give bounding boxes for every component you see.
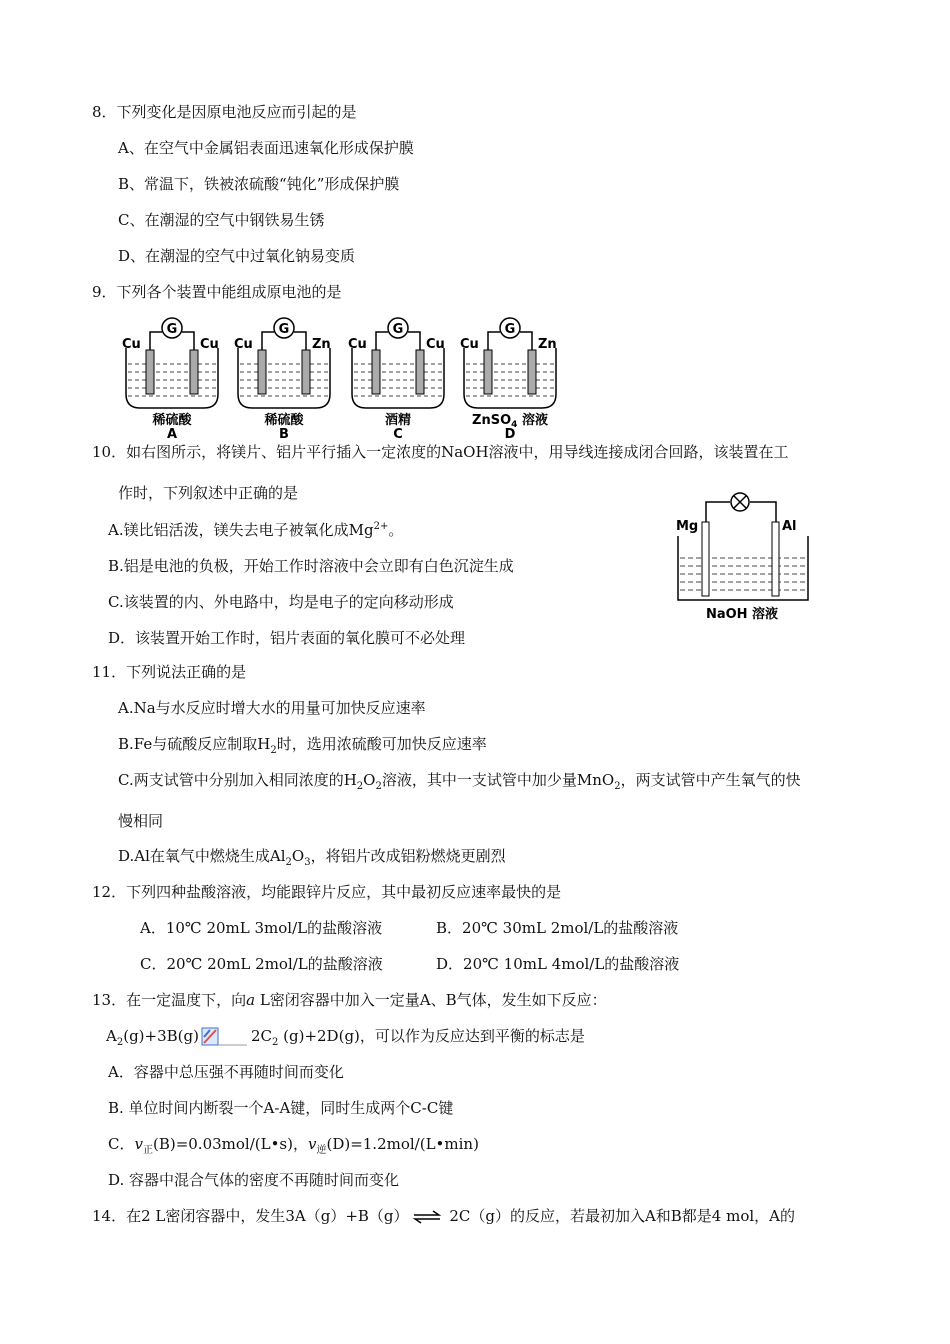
q10-option-b: B.铝是电池的负极，开始工作时溶液中会立即有白色沉淀生成 [108,557,514,575]
electrode-left: Cu [348,337,367,352]
electrode-right: Cu [426,337,445,352]
device-d [456,314,568,442]
q11-option-a: A.Na与水反应时增大水的用量可加快反应速率 [118,699,426,717]
device-c [344,314,452,442]
meter-label: G [504,322,516,337]
solution-label: ZnSO$_4$ 溶液 [472,413,548,430]
q11-option-d: D.Al在氧气中燃烧生成$Al_2O_3$，将铝片改成铝粉燃烧更剧烈 [118,847,506,868]
q8-option-a: A、在空气中金属铝表面迅速氧化形成保护膜 [118,139,414,157]
q13-equation: $A_2(g)+3B(g)$ $2C_2$ (g)+2D(g)，可以作为反应达到平衡的标志是 [106,1027,585,1048]
device-b [230,314,338,442]
q9-stem: 9．下列各个装置中能组成原电池的是 [92,283,342,301]
q12-option-c: C．20℃ 20mL 2mol/L的盐酸溶液 [140,955,383,973]
q10-option-d: D．该装置开始工作时，铝片表面的氧化膜可不必处理 [108,629,466,647]
solution-label: 稀硫酸 [264,413,304,428]
q8-option-c: C、在潮湿的空气中钢铁易生锈 [118,211,325,229]
q10-option-c: C.该装置的内、外电路中，均是电子的定向移动形成 [108,593,454,611]
q12-option-a: A．10℃ 20mL 3mol/L的盐酸溶液 [140,919,383,937]
q11-option-c-line2: 慢相同 [118,812,164,830]
q11-option-b: B.Fe与硫酸反应制取$H_2$时，选用浓硫酸可加快反应速率 [118,735,487,756]
q13-option-a: A．容器中总压强不再随时间而变化 [108,1063,344,1081]
q10-stem-line1: 10．如右图所示，将镁片、铝片平行插入一定浓度的NaOH溶液中，用导线连接成闭合回路，该装置在工 [92,443,789,461]
q10-option-a: A.镁比铝活泼，镁失去电子被氧化成$Mg^{2+}$。 [108,521,404,539]
reversible-arrow-placeholder-icon [201,1027,249,1047]
q8-option-b: B、常温下，铁被浓硫酸“钝化”形成保护膜 [118,175,400,193]
q13-option-c: C．$v_正(B)=0.03mol/(L•s)$，$v_逆(D)=1.2mol/(L•\min)$ [108,1135,479,1156]
device-a [118,314,226,442]
device-label: B [279,427,289,442]
solution-label: 酒精 [384,413,412,428]
q13-option-b: B. 单位时间内断裂一个A-A键，同时生成两个C-C键 [108,1099,454,1117]
q10-mg-al-cell-figure [668,492,818,624]
q8-stem: 8．下列变化是因原电池反应而引起的是 [92,103,357,121]
device-label: A [166,427,178,442]
electrode-left: Cu [234,337,253,352]
electrode-left: Cu [460,337,479,352]
electrode-al: Al [782,519,797,534]
meter-label: G [392,322,404,337]
electrode-mg: Mg [676,519,699,534]
equilibrium-arrow-icon [412,1210,442,1224]
q11-stem: 11．下列说法正确的是 [92,663,247,681]
electrode-right: Zn [538,337,557,352]
q11-option-c: C.两支试管中分别加入相同浓度的$H_2O_2$溶液，其中一支试管中加少量MnO$_2$，两支试管中产生氧气的快 [118,771,801,792]
solution-label: NaOH 溶液 [705,607,779,622]
q10-stem-line2: 作时，下列叙述中正确的是 [118,484,299,502]
solution-label: 稀硫酸 [152,413,192,428]
electrode-right: Cu [200,337,219,352]
q13-option-d: D. 容器中混合气体的密度不再随时间而变化 [108,1171,400,1189]
q12-option-d: D．20℃ 10mL 4mol/L的盐酸溶液 [436,955,680,973]
q13-stem: 13．在一定温度下，向a L密闭容器中加入一定量A、B气体，发生如下反应： [92,991,607,1009]
q8-option-d: D、在潮湿的空气中过氧化钠易变质 [118,247,356,265]
electrode-right: Zn [312,337,331,352]
device-label: C [393,427,403,442]
q12-option-b: B．20℃ 30mL 2mol/L的盐酸溶液 [436,919,679,937]
q9-apparatus-figure [118,314,568,442]
q14-stem: 14．在2 L密闭容器中，发生3A（g）+B（g） 2C（g）的反应，若最初加入A和B都是4 mol，A的 [92,1207,795,1225]
device-label: D [504,427,516,442]
q12-stem: 12．下列四种盐酸溶液，均能跟锌片反应，其中最初反应速率最快的是 [92,883,562,901]
electrode-left: Cu [122,337,141,352]
meter-label: G [278,322,290,337]
meter-label: G [166,322,178,337]
